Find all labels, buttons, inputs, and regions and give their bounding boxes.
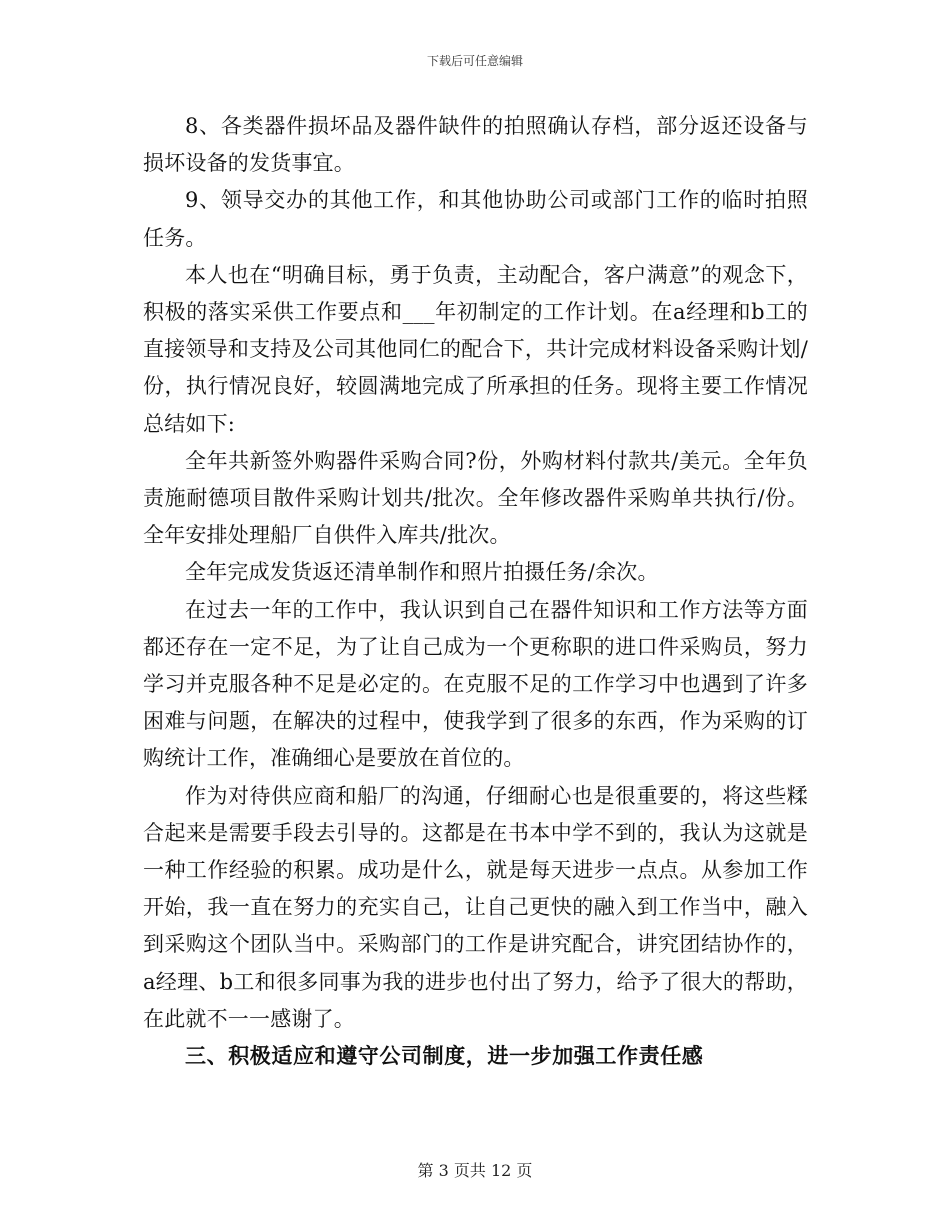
- paragraph-shipping-tasks: 全年完成发货返还清单制作和照片拍摄任务/余次。: [185, 560, 659, 585]
- paragraph-annual-stats: 全年共新签外购器件采购合同?份，外购材料付款共/美元。全年负责施耐德项目散件采购计划共/批次。全年修改器件采购单共执行/份。全年安排处理船厂自供件入库共/批次。: [143, 448, 808, 548]
- page-header: 下载后可任意编辑: [426, 54, 523, 68]
- paragraph-intro: 本人也在“明确目标，勇于负责，主动配合，客户满意”的观念下，积极的落实采供工作要点和___年初制定的工作计划。在a经理和b工的直接领导和支持及公司其他同仁的配合下，共计完成材料设备采购计划/份，执行情况良好，较圆满地完成了所承担的任务。现将主要工作情况总结如下:: [143, 262, 808, 436]
- paragraph-teamwork: 作为对待供应商和船厂的沟通，仔细耐心也是很重要的，将这些糅合起来是需要手段去引导的。这都是在书本中学不到的，我认为这就是一种工作经验的积累。成功是什么，就是每天进步一点点。从参加工作开始，我一直在努力的充实自己，让自己更快的融入到工作当中，融入到采购这个团队当中。采购部门的工作是讲究配合，讲究团结协作的，a经理、b工和很多同事为我的进步也付出了努力，给予了很大的帮助，在此就不一一感谢了。: [143, 783, 808, 1031]
- page-number: 第 3 页共 12 页: [417, 1161, 533, 1180]
- section-heading: 三、积极适应和遵守公司制度，进一步加强工作责任感: [185, 1044, 704, 1069]
- paragraph-item-8: 8、各类器件损坏品及器件缺件的拍照确认存档，部分返还设备与损坏设备的发货事宜。: [143, 114, 808, 176]
- document-body: [143, 108, 808, 1075]
- paragraph-reflection: 在过去一年的工作中，我认识到自己在器件知识和工作方法等方面都还存在一定不足，为了让自己成为一个更称职的进口件采购员，努力学习并克服各种不足是必定的。在克服不足的工作学习中也遇到了许多困难与问题，在解决的过程中，使我学到了很多的东西，作为采购的订购统计工作，准确细心是要放在首位的。: [143, 597, 808, 771]
- paragraph-item-9: 9、领导交办的其他工作，和其他协助公司或部门工作的临时拍照任务。: [143, 188, 808, 250]
